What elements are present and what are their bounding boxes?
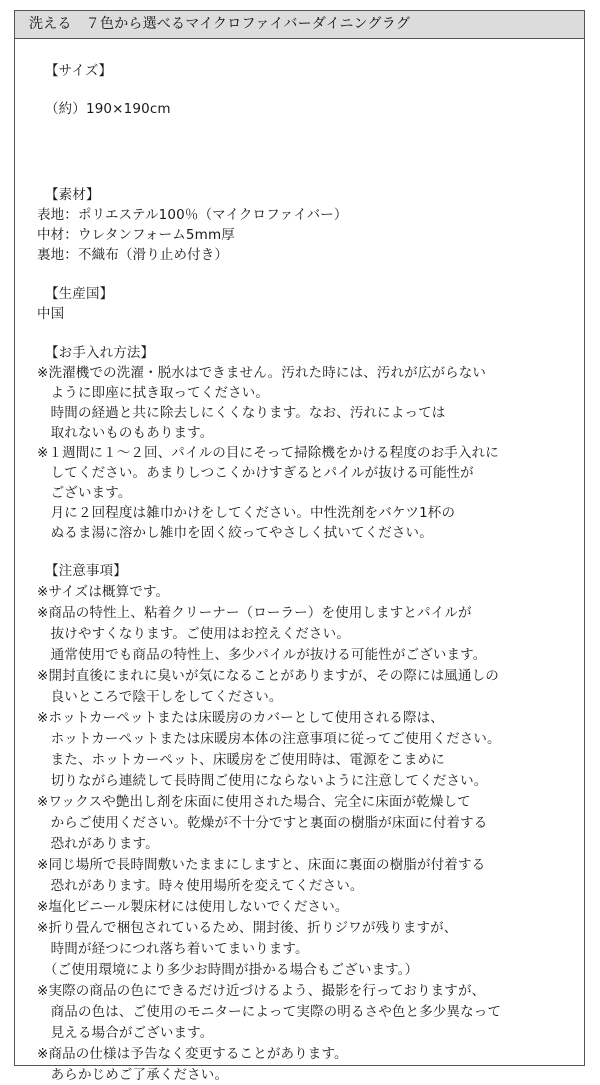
note-line: 良いところで陰干しをしてください。 [37,689,283,705]
note-line: ホットカーペットまたは床暖房本体の注意事項に従ってご使用ください。 [37,731,501,747]
care-line: 取れないものもあります。 [37,425,214,441]
note-line: ※実際の商品の色にできるだけ近づけるよう、撮影を行っておりますが、 [37,983,486,999]
note-line: ※商品の特性上、粘着クリーナー（ローラー）を使用しますとパイルが [37,605,472,621]
size-value: （約）190×190cm [45,101,171,117]
product-title: 洗える ７色から選べるマイクロファイバーダイニングラグ [15,11,584,39]
note-line: 恐れがあります。 [37,836,159,852]
note-line: 恐れがあります。時々使用場所を変えてください。 [37,878,364,894]
size-heading: 【サイズ】 [45,63,113,79]
care-line: ぬるま湯に溶かし雑巾を固く絞ってやさしく拭いてください。 [37,525,433,541]
note-line: ※サイズは概算です。 [37,584,170,600]
note-line: からご使用ください。乾燥が不十分ですと裏面の樹脂が床面に付着する [37,815,488,831]
note-line: 切りながら連続して長時間ご使用にならないように注意してください。 [37,773,488,789]
care-heading: 【お手入れ方法】 [45,345,155,361]
spec-content [15,39,584,1083]
note-line: （ご使用環境により多少お時間が掛かる場合もございます。） [37,962,419,978]
care-line: ございます。 [37,485,132,501]
note-line: ※商品の仕様は予告なく変更することがあります。 [37,1046,348,1062]
material-line: 中材：ウレタンフォーム5mm厚 [37,227,235,243]
origin-value: 中国 [37,306,65,322]
note-line: ※同じ場所で長時間敷いたままにしますと、床面に裏面の樹脂が付着する [37,857,486,873]
note-line: ※ワックスや艶出し剤を床面に使用された場合、完全に床面が乾燥して [37,794,471,810]
note-line: 商品の色は、ご使用のモニターによって実際の明るさや色と多少異なって [37,1004,502,1020]
note-line: また、ホットカーペット、床暖房をご使用時は、電源をこまめに [37,752,445,768]
note-line: 通常使用でも商品の特性上、多少パイルが抜ける可能性がございます。 [37,647,487,663]
care-line: ※洗濯機での洗濯・脱水はできません。汚れた時には、汚れが広がらない [37,365,487,381]
note-line: あらかじめご了承ください。 [37,1067,229,1083]
note-line: ※折り畳んで梱包されているため、開封後、折りジワが残りますが、 [37,920,458,936]
care-line: してください。あまりしつこくかけすぎるとパイルが抜ける可能性が [37,465,474,481]
notes-heading: 【注意事項】 [45,563,127,579]
material-heading: 【素材】 [45,187,100,203]
origin-heading: 【生産国】 [45,286,114,302]
material-line: 表地：ポリエステル100％（マイクロファイバー） [37,207,348,223]
care-line: 月に２回程度は雑巾かけをしてください。中性洗剤をバケツ1杯の [37,505,456,521]
note-line: 見える場合がございます。 [37,1025,214,1041]
spec-panel [14,10,585,1083]
note-line: ※ホットカーペットまたは床暖房のカバーとして使用される際は、 [37,710,444,726]
material-line: 裏地：不織布（滑り止め付き） [37,247,229,263]
care-line: ※１週間に１～２回、パイルの目にそって掃除機をかける程度のお手入れに [37,445,499,461]
care-line: ように即座に拭き取ってください。 [37,385,270,401]
note-line: ※塩化ビニール製床材には使用しないでください。 [37,899,349,915]
note-line: 抜けやすくなります。ご使用はお控えください。 [37,626,350,642]
note-line: ※開封直後にまれに臭いが気になることがありますが、その際には風通しの [37,668,499,684]
note-line: 時間が経つにつれ落ち着いてまいります。 [37,941,309,957]
care-line: 時間の経過と共に除去しにくくなります。なお、汚れによっては [37,405,446,421]
